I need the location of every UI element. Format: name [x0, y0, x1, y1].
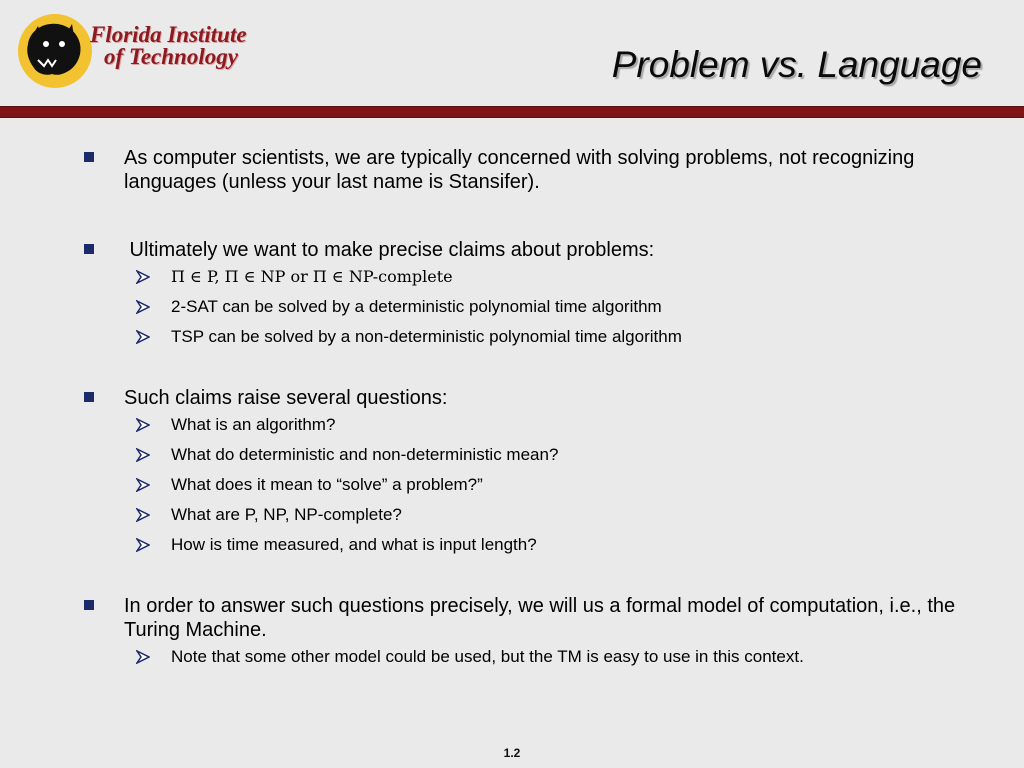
bullet-item — [84, 386, 984, 410]
sub-bullet-item — [84, 470, 984, 500]
sub-bullet-item — [84, 500, 984, 530]
arrow-bullet-icon — [136, 478, 150, 492]
title-divider — [0, 106, 1024, 118]
bullet-item — [84, 594, 984, 642]
arrow-bullet-icon — [136, 418, 150, 432]
sub-bullet-text: TSP can be solved by a non-deterministic polynomial time algorithm — [171, 327, 682, 346]
panther-emblem — [18, 14, 92, 88]
bullet-text: As computer scientists, we are typically concerned with solving problems, not recognizing languages (unless your last name is Stansifer). — [124, 147, 915, 193]
square-bullet-icon — [84, 244, 94, 254]
arrow-bullet-icon — [136, 300, 150, 314]
logo-line-2: of Technology — [104, 44, 238, 69]
sub-bullet-item — [84, 410, 984, 440]
sub-bullet-item — [84, 530, 984, 560]
sub-bullet-item — [84, 292, 984, 322]
sub-bullet-text: 2-SAT can be solved by a deterministic polynomial time algorithm — [171, 297, 662, 316]
sub-bullet-text: What are P, NP, NP-complete? — [171, 505, 402, 524]
panther-head-icon — [18, 14, 92, 88]
slide-title: Problem vs. Language — [611, 44, 982, 85]
bullet-text: In order to answer such questions precisely, we will us a formal model of computation, i.e., the Turing Machine. — [124, 595, 956, 641]
logo-line-1: Florida Institute — [90, 22, 247, 47]
bullet-text: Such claims raise several questions: — [124, 387, 448, 409]
logo-wordmark — [90, 24, 247, 68]
square-bullet-icon — [84, 392, 94, 402]
arrow-bullet-icon — [136, 538, 150, 552]
bullet-text: Ultimately we want to make precise claims about problems: — [124, 239, 655, 261]
sub-bullet-text: How is time measured, and what is input length? — [171, 535, 537, 554]
sub-bullet-text: What does it mean to “solve” a problem?” — [171, 475, 483, 494]
arrow-bullet-icon — [136, 270, 150, 284]
square-bullet-icon — [84, 152, 94, 162]
bullet-item — [84, 146, 984, 194]
bullet-item — [84, 238, 984, 262]
arrow-bullet-icon — [136, 448, 150, 462]
fit-logo — [18, 14, 254, 90]
arrow-bullet-icon — [136, 330, 150, 344]
arrow-bullet-icon — [136, 508, 150, 522]
slide-body — [84, 146, 984, 672]
sub-bullet-item — [84, 262, 984, 292]
square-bullet-icon — [84, 600, 94, 610]
page-number: 1.2 — [503, 746, 521, 760]
sub-bullet-item — [84, 322, 984, 352]
sub-bullet-text: Π ∈ P, Π ∈ NP or Π ∈ NP-complete — [171, 267, 453, 286]
arrow-bullet-icon — [136, 650, 150, 664]
sub-bullet-item — [84, 440, 984, 470]
sub-bullet-item — [84, 642, 984, 672]
sub-bullet-text: Note that some other model could be used, but the TM is easy to use in this context. — [171, 647, 804, 666]
sub-bullet-text: What do deterministic and non-deterministic mean? — [171, 445, 559, 464]
sub-bullet-text: What is an algorithm? — [171, 415, 336, 434]
